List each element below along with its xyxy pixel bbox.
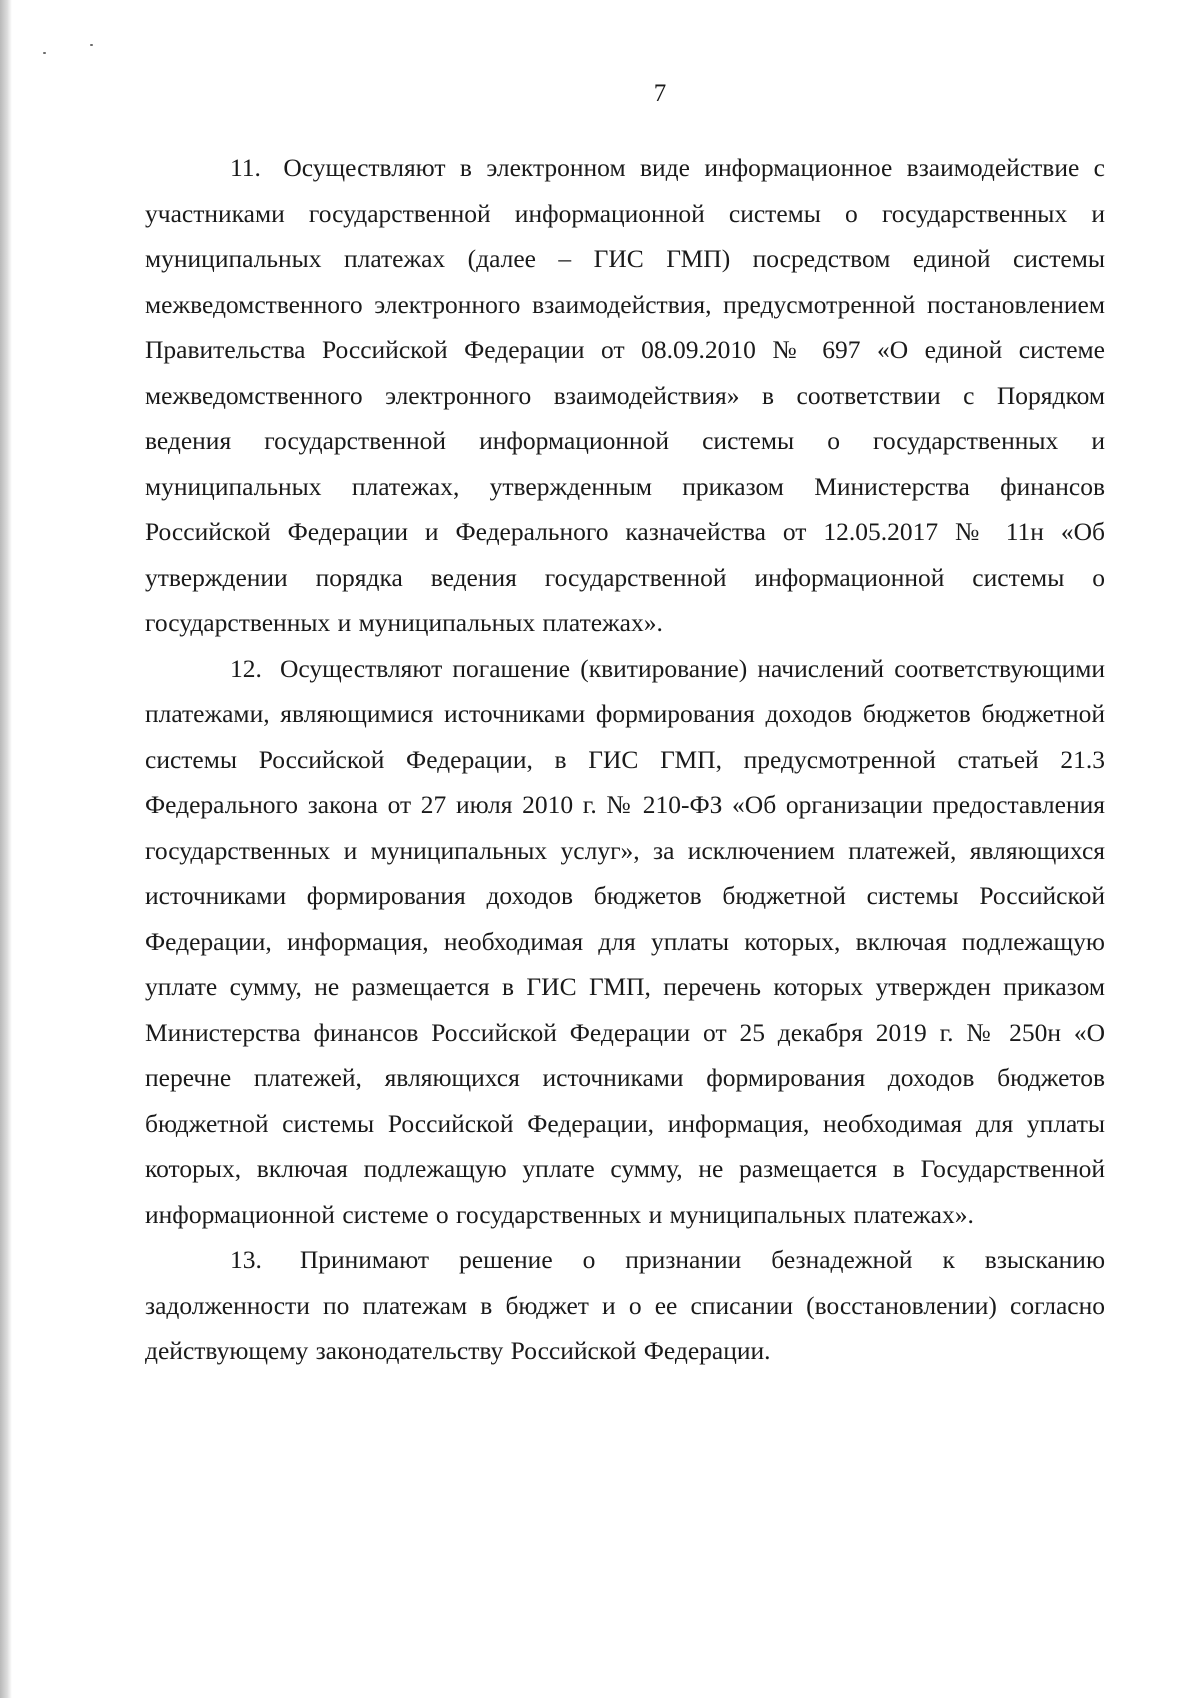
scan-speck xyxy=(90,44,93,46)
paragraph-13 xyxy=(145,1237,1105,1374)
page-number: 7 xyxy=(653,80,667,107)
scan-edge-shadow xyxy=(0,0,12,1698)
paragraph-number: 13. xyxy=(230,1245,262,1274)
paragraph-text: Осуществляют погашение (квитирование) начислений соответствующими платежами, являющимися источниками формирования доходов бюджетов бюджетной системы Российской Федерации, в ГИС ГМП, предусмотренной статьей 21.3 Федерального закона от 27 июля 2010 г. № 210-ФЗ «Об организации предоставления государственных и муниципальных услуг», за исключением платежей, являющихся источниками формирования доходов бюджетов бюджетной системы Российской Федерации, информация, необходимая для уплаты которых, включая подлежащую уплате сумму, не размещается в ГИС ГМП, перечень которых утвержден приказом Министерства финансов Российской Федерации от 25 декабря 2019 г. № 250н «О перечне платежей, являющихся источниками формирования доходов бюджетов бюджетной системы Российской Федерации, информация, необходимая для уплаты которых, включая подлежащую уплате сумму, не размещается в Государственной информационной системе о государственных и муниципальных платежах». xyxy=(145,653,1106,1229)
scan-speck xyxy=(43,52,46,54)
paragraph-12 xyxy=(145,646,1105,1238)
paragraph-number: 12. xyxy=(230,653,262,683)
document-body xyxy=(145,145,1105,1374)
paragraph-11 xyxy=(145,145,1105,646)
paragraph-text: Принимают решение о признании безнадежной к взысканию задолженности по платежам в бюджет и о ее списании (восстановлении) согласно действующему законодательству Российской Федерации. xyxy=(145,1245,1106,1365)
paragraph-text: Осуществляют в электронном виде информационное взаимодействие с участниками государственной информационной системы о государственных и муниципальных платежах (далее – ГИС ГМП) посредством единой системы межведомственного электронного взаимодействия, предусмотренной постановлением Правительства Российской Федерации от 08.09.2010 № 697 «О единой системе межведомственного электронного взаимодействия» в соответствии с Порядком ведения государственной информационной системы о государственных и муниципальных платежах, утвержденным приказом Министерства финансов Российской Федерации и Федерального казначейства от 12.05.2017 № 11н «Об утверждении порядка ведения государственной информационной системы о государственных и муниципальных платежах». xyxy=(145,153,1105,637)
paragraph-number: 11. xyxy=(230,153,261,182)
